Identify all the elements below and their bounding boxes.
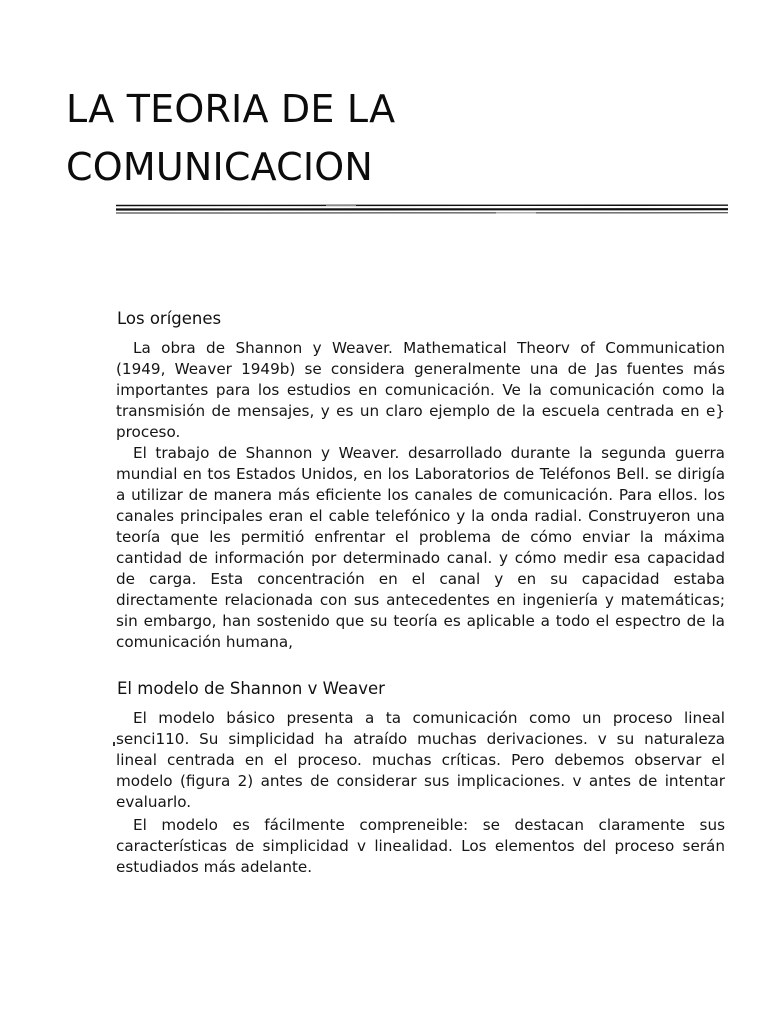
paragraph: El trabajo de Shannon y Weaver. desarrollado durante la segunda guerra mundial en tos Estados Unidos, en los Laboratorios de Teléfonos Bell. se dirigía a utilizar de manera más eficiente los canales de comunicación. Para ellos. los canales principales eran el cable telefónico y la onda radial. Construyeron una teoría que les permitió enfrentar el problema de cómo enviar la máxima cantidad de información por determinado canal. y cómo medir esa capacidad de carga. Esta concentración en el canal y en su capacidad estaba directamente relacionada con sus antecedentes en ingeniería y matemáticas; sin embargo, han sostenido que su teoría es aplicable a todo el espectro de la comunicación humana,	[116, 444, 725, 651]
section-heading-origenes: Los orígenes	[117, 309, 222, 328]
title-line-1: LA TEORIA DE LA	[66, 87, 396, 131]
section-body-modelo	[116, 708, 725, 878]
paragraph: El modelo es fácilmente compreneible: se destacan claramente sus características de simplicidad v linealidad. Los elementos del proceso serán estudiados más adelante.	[116, 816, 725, 876]
scan-speck	[113, 742, 115, 746]
paragraph: La obra de Shannon y Weaver. Mathematical Theorv of Communication (1949, Weaver 1949b) se considera generalmente una de Jas fuentes más importantes para los estudios en comunicación. Ve la comunicación como la transmisión de mensajes, y es un claro ejemplo de la escuela centrada en e} proceso.	[116, 339, 725, 441]
title-divider-rule	[116, 203, 728, 215]
paragraph: El modelo básico presenta a ta comunicación como un proceso lineal senci110. Su simplicidad ha atraído muchas derivaciones. v su naturaleza lineal centrada en el proceso. muchas críticas. Pero debemos observar el modelo (figura 2) antes de considerar sus implicaciones. v antes de intentar evaluarlo.	[116, 709, 725, 811]
title-line-2: COMUNICACION	[66, 145, 374, 189]
section-heading-modelo: El modelo de Shannon v Weaver	[117, 679, 385, 698]
section-body-origenes	[116, 338, 725, 653]
document-title	[66, 80, 706, 196]
